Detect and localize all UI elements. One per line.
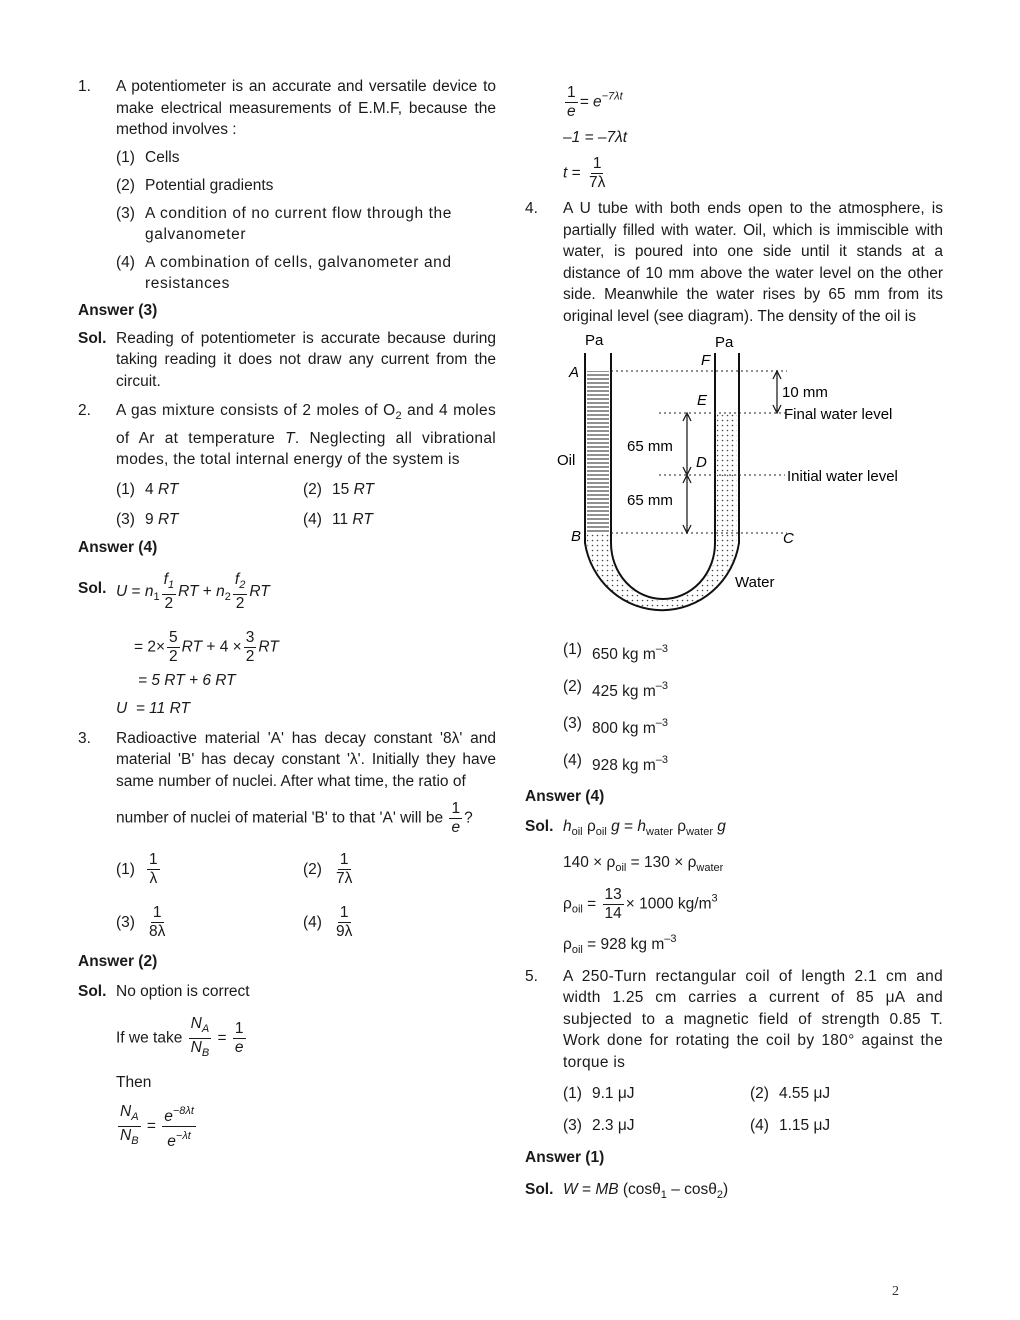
label-e: E	[697, 392, 708, 409]
equation: $U = n_1$ $\frac{f_1}{2}$ RT + $n_2$ $\frac{f_2}{2}$ RT	[116, 570, 270, 612]
question-text-cont: number of nuclei of material 'B' to that 'A' will be $\frac{1}{e}$ ?	[116, 800, 473, 837]
equation: $\rho_{oil} = 928$ kg $m^{-3}$	[563, 932, 677, 956]
question-number: 1.	[78, 78, 91, 95]
equation: = 2× $\frac{5}{2}$ RT + 4 × $\frac{3}{2}$ RT	[134, 628, 279, 665]
option-2: (2) 15 RT	[303, 480, 374, 498]
question-text: A U tube with both ends open to the atmosphere, is partially filled with water. Oil, which is immiscible with water, is poured into one side until it stands at a distance of 10 mm above the water level on the other side. Meanwhile the water rises by 65 mm from its original level (see diagram). The density of the oil is	[563, 200, 943, 325]
label-65mm-upper: 65 mm	[627, 438, 673, 455]
equation: $140 \times \rho_{oil} = 130 \times \rho_{water}$	[563, 853, 724, 874]
question-3	[78, 728, 496, 793]
solution: Sol. W = MB (cosθ$_1$ – cosθ$_2$)	[525, 1179, 943, 1207]
answer: Answer (2)	[78, 953, 158, 971]
question-1	[78, 76, 496, 141]
option-1: (1) Cells	[116, 148, 180, 166]
option-3: (3) 2.3 μJ	[563, 1117, 635, 1134]
solution: Sol. No option is correct	[78, 983, 250, 1001]
equation: U = 11 RT	[116, 699, 190, 717]
option-4: (4) $\frac{1}{9\lambda}$	[303, 904, 353, 941]
question-number: 3.	[78, 729, 91, 747]
option-1: (1) 650 kg $m^{-3}$	[563, 641, 669, 663]
option-4: (4) 928 kg $m^{-3}$	[563, 752, 669, 774]
question-number: 5.	[525, 967, 538, 985]
option-3: (3) A condition of no current flow through the galvanometer	[116, 204, 452, 243]
equation: $\rho_{oil}$ = $\frac{13}{14}$ × 1000 $kg/m^3$	[563, 885, 718, 922]
then: Then	[116, 1073, 152, 1091]
options-row	[116, 851, 496, 888]
question-4	[525, 198, 943, 327]
solution: Sol. Reading of potentiometer is accurate because during taking reading it does not draw any current from the circuit.	[78, 329, 496, 390]
label-a: A	[569, 364, 580, 381]
answer: Answer (4)	[525, 788, 605, 805]
solution: Sol. $U = n_1$ $\frac{f_1}{2}$ RT + $n_2$ $\frac{f_2}{2}$ RT	[78, 571, 496, 615]
equation: W = MB (cosθ$_1$ – cosθ$_2$)	[563, 1181, 729, 1201]
question-5	[525, 966, 943, 1074]
equation: If we take $\frac{N_A}{N_B}$ = $\frac{1}{e}$	[116, 1014, 244, 1059]
page-number: 2	[892, 1284, 899, 1299]
equation: t = $\frac{1}{7\lambda}$	[563, 155, 606, 191]
label-water: Water	[735, 574, 775, 591]
equation: $h_{oil}$ $\rho_{oil}$ $g = h_{water}$ $\rho_{water}$ g	[563, 818, 726, 838]
label-f: F	[701, 352, 711, 369]
options-row	[563, 1085, 943, 1103]
option-1: (1) 4 RT	[116, 480, 179, 498]
answer: Answer (3)	[78, 301, 158, 319]
option-4: (4) 11 RT	[303, 510, 373, 528]
options-row	[563, 1117, 943, 1135]
option-4: (4) A combination of cells, galvanometer and resistances	[116, 253, 452, 292]
label-oil: Oil	[557, 452, 576, 469]
right-column	[525, 84, 943, 1207]
label-pa-left: Pa	[585, 333, 604, 349]
equation: = 5 RT + 6 RT	[138, 671, 236, 689]
label-final-level: Final water level	[784, 406, 893, 423]
label-b: B	[571, 528, 582, 545]
label-initial-level: Initial water level	[787, 468, 898, 485]
option-1: (1) $\frac{1}{\lambda}$	[116, 851, 158, 888]
option-2: (2) 4.55 μJ	[750, 1085, 831, 1102]
label-65mm-lower: 65 mm	[627, 492, 673, 509]
oil-column	[587, 371, 609, 533]
option-3: (3) $\frac{1}{8\lambda}$	[116, 904, 166, 941]
equation: –1 = –7λt	[563, 129, 628, 146]
options-row	[116, 481, 496, 499]
options-row	[116, 511, 496, 529]
option-1: (1) 9.1 μJ	[563, 1085, 635, 1102]
option-2: (2) 425 kg $m^{-3}$	[563, 678, 669, 700]
option-3: (3) 800 kg $m^{-3}$	[563, 715, 669, 737]
solution: Sol. $h_{oil}$ $\rho_{oil}$ $g = h_{water}$ $\rho_{water}$ g	[525, 816, 943, 844]
options-row	[116, 904, 496, 941]
label-c: C	[783, 530, 794, 547]
question-text: A potentiometer is an accurate and versatile device to make electrical measurements of E.M.F, because the method involves :	[116, 78, 496, 138]
equation: $\frac{N_A}{N_B}$ = $\frac{e^{-8\lambda t}}{e^{-\lambda t}}$	[120, 1102, 194, 1150]
u-tube-inner	[611, 353, 715, 599]
label-10mm: 10 mm	[782, 384, 828, 401]
option-3: (3) 9 RT	[116, 510, 179, 528]
question-2	[78, 400, 496, 471]
question-number: 2.	[78, 402, 91, 419]
question-number: 4.	[525, 200, 538, 217]
question-text: A 250-Turn rectangular coil of length 2.1 cm and width 1.25 cm carries a current of 85 μA and subjected to a magnetic field of strength 0.85 T. Work done for rotating the coil by 180° against the torque is	[563, 967, 943, 1071]
question-text: A gas mixture consists of 2 moles of $O_2$ and 4 moles of Ar at temperature T. Neglecting all vibrational modes, the total internal energy of the system is	[116, 402, 496, 468]
option-4: (4) 1.15 μJ	[750, 1117, 831, 1134]
equation: $\frac{1}{e}$ = $e^{-7\lambda t}$	[567, 84, 623, 120]
answer: Answer (1)	[525, 1149, 605, 1166]
left-column	[78, 76, 496, 1151]
label-d: D	[696, 454, 707, 471]
label-pa-right: Pa	[715, 334, 734, 351]
u-tube-diagram	[525, 333, 943, 633]
question-text: Radioactive material 'A' has decay constant '8λ' and material 'B' has decay constant 'λ'. Initially they have same number of nuclei. After what time, the ratio of	[116, 729, 496, 790]
option-2: (2) Potential gradients	[116, 176, 274, 194]
answer: Answer (4)	[78, 538, 158, 556]
option-2: (2) $\frac{1}{7\lambda}$	[303, 851, 353, 888]
